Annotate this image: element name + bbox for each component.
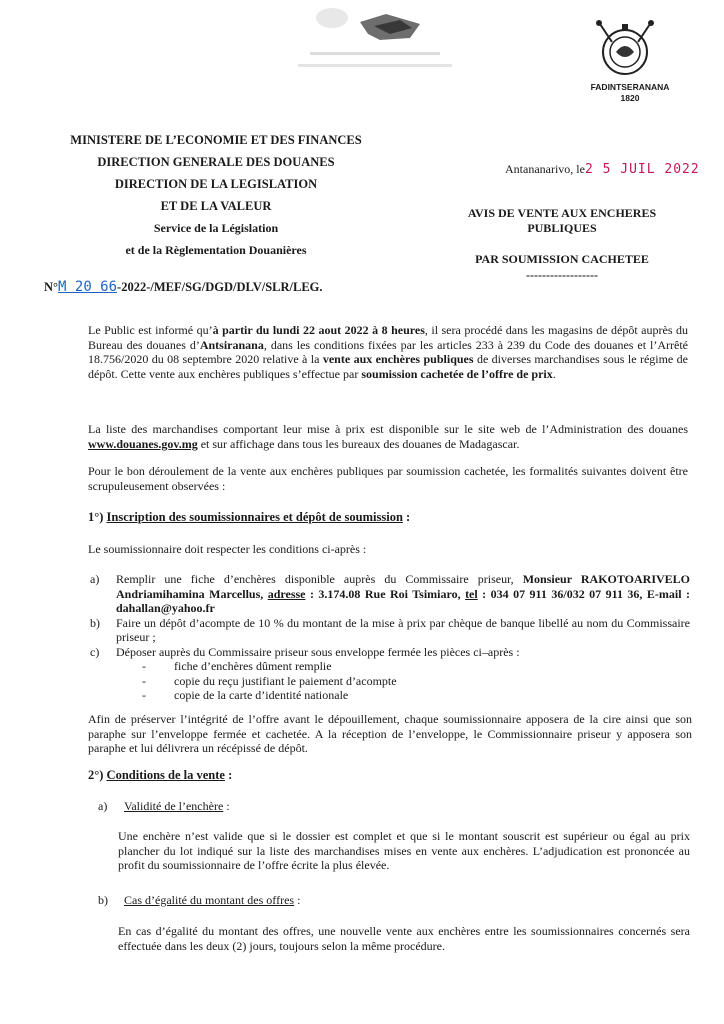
sublist-text: copie du reçu justifiant le paiement d’acompte — [174, 673, 397, 688]
ref-prefix: N° — [44, 280, 59, 294]
address-value: : 3.174.08 Rue Roi Tsimiaro, — [305, 586, 466, 601]
p1-text: de diverses marchandises sous le régime de dépôt. Cette vente aux enchères publiques s’effectue par — [88, 352, 688, 381]
dash: - — [142, 659, 146, 673]
conditions-list — [90, 572, 690, 703]
subsection-b-text: En cas d’égalité du montant des offres, une nouvelle vente aux enchères entre les soumissionnaires concernés sera effectuée dans les deux (2) jours, toujours selon la même procédure. — [118, 924, 690, 953]
direction-legislation-line: DIRECTION DE LA LEGISLATION — [114, 177, 318, 191]
subsection-a-key: a) — [98, 799, 108, 813]
p1-text: , il sera procédé dans les magasins de dépôt auprès du Bureau des douanes d’ — [88, 323, 688, 352]
notice-dashes: ------------------ — [526, 268, 598, 282]
reglementation-line: et de la Règlementation Douanières — [125, 243, 307, 257]
section-1-heading — [88, 510, 410, 525]
section-2-title: Conditions de la vente — [106, 768, 225, 782]
section-1-colon: : — [402, 510, 411, 524]
section-2-heading — [88, 768, 232, 783]
direction-general-line: DIRECTION GENERALE DES DOUANES — [97, 155, 335, 169]
list-item — [90, 616, 690, 645]
subsection-b-colon: : — [294, 893, 301, 907]
service-line: Service de la Législation — [153, 221, 279, 235]
list-key: b) — [90, 615, 100, 630]
city-date — [505, 162, 700, 177]
formalities-paragraph: Pour le bon déroulement de la vente aux enchères publiques par soumission cachetée, les formalités suivantes doivent être scrupuleusement observées : — [88, 464, 688, 493]
subsection-b-heading — [98, 893, 300, 908]
list-text — [116, 572, 690, 616]
p1-soumission-bold: soumission cachetée de l’offre de prix — [361, 366, 553, 381]
contact-value: : 034 07 911 36/032 07 911 36, E-mail : dahallan@yahoo.fr — [116, 586, 691, 615]
subsection-b-key: b) — [98, 893, 108, 907]
p1-text: . — [552, 366, 556, 381]
handwritten-ref-number: M 20 66 — [58, 279, 118, 295]
subsection-b-title: Cas d’égalité du montant des offres — [124, 893, 295, 907]
subsection-a-text: Une enchère n’est valide que si le dossier est complet et que si le montant souscrit est supérieur ou égal au prix plancher du lot indiqué sur la liste des marchandises mises en vente aux enchères. L’adjudication est prononcée au profit du soumissionnaire de l’offre écrite la plus élevée. — [118, 829, 690, 872]
ministry-line: MINISTERE DE L’ECONOMIE ET DES FINANCES — [70, 133, 362, 147]
list-item — [90, 572, 690, 616]
notice-title-block — [412, 206, 712, 283]
subsection-a-title: Validité de l’enchère — [124, 799, 224, 813]
section-1-intro: Le soumissionnaire doit respecter les conditions ci-après : — [88, 542, 367, 556]
sublist-item — [116, 674, 690, 689]
notice-subtitle: PAR SOUMISSION CACHETEE — [475, 252, 649, 266]
documents-sublist — [116, 659, 690, 703]
sublist-item — [116, 688, 690, 703]
p1-text: Le Public est informé qu’ — [88, 323, 213, 337]
valeur-line: ET DE LA VALEUR — [160, 199, 272, 213]
p1-vente-bold: vente aux enchères publiques — [322, 352, 474, 366]
handwritten-date: 2 5 JUIL 2022 — [584, 162, 700, 177]
section-2-number: 2°) — [88, 768, 107, 782]
list-text: Faire un dépôt d’acompte de 10 % du montant de la mise à prix par chèque de banque libellé au nom du Commissaire priseur ; — [116, 615, 690, 644]
sublist-text: copie de la carte d’identité nationale — [174, 688, 349, 702]
p2-text: et sur affichage dans tous les bureaux des douanes de Madagascar. — [197, 436, 520, 451]
subsection-a-colon: : — [223, 799, 230, 813]
ref-suffix: -2022-/MEF/SG/DGD/DLV/SLR/LEG. — [117, 280, 323, 294]
integrity-paragraph: Afin de préserver l’intégrité de l’offre avant le dépouillement, chaque soumissionnaire apposera de la cire ainsi que son paraphe sur l’enveloppe fermée et cachetée. A la réception de l’enveloppe, le Commissionnaire priseur y apposera son paraphe et lui délivrera un récépissé de dépôt. — [88, 712, 692, 755]
city-label: Antananarivo, le — [505, 162, 585, 176]
section-1-title: Inscription des soumissionnaires et dépôt de soumission — [106, 510, 403, 524]
section-1-number: 1°) — [88, 510, 107, 524]
fadintseranana-seal-icon — [592, 18, 658, 84]
sublist-text: fiche d’enchères dûment remplie — [174, 659, 332, 673]
item-a-text: Remplir une fiche d’enchères disponible auprès du Commissaire priseur, — [116, 572, 523, 586]
national-emblem-icon — [290, 4, 460, 76]
auctioneer-name: Monsieur RAKOTOARIVELO Andriamihamina Marcellus, — [116, 572, 690, 601]
seal-name: FADINTSERANANA — [590, 82, 670, 92]
p1-date-bold: à partir du lundi 22 aout 2022 à 8 heures — [212, 323, 425, 337]
list-availability-paragraph — [88, 422, 688, 451]
dash: - — [142, 673, 146, 688]
p2-text: La liste des marchandises comportant leur mise à prix est disponible sur le site web de l’Administration des douanes — [88, 422, 688, 436]
list-key: a) — [90, 572, 100, 586]
intro-paragraph — [88, 323, 688, 381]
notice-title: AVIS DE VENTE AUX ENCHERES PUBLIQUES — [467, 206, 657, 235]
list-item — [90, 645, 690, 660]
subsection-a-heading — [98, 799, 230, 814]
p1-city-bold: Antsiranana — [199, 337, 264, 352]
p1-text: , dans les conditions fixées par les articles 233 à 239 du Code des douanes et l’Arrêté 18.756/2020 du 08 septembre 2020 relative à la — [88, 337, 689, 366]
list-key: c) — [90, 644, 100, 659]
seal-caption — [580, 82, 680, 104]
website-link[interactable]: www.douanes.gov.mg — [88, 436, 198, 451]
dash: - — [142, 688, 146, 702]
address-label: adresse — [267, 586, 306, 601]
tel-label: tel — [465, 586, 478, 601]
seal-year: 1820 — [620, 93, 640, 103]
ministry-header — [56, 129, 376, 261]
reference-number — [44, 279, 323, 295]
list-text: Déposer auprès du Commissaire priseur sous enveloppe fermée les pièces ci–après : — [116, 644, 520, 659]
section-2-colon: : — [224, 768, 233, 782]
sublist-item — [116, 659, 690, 674]
